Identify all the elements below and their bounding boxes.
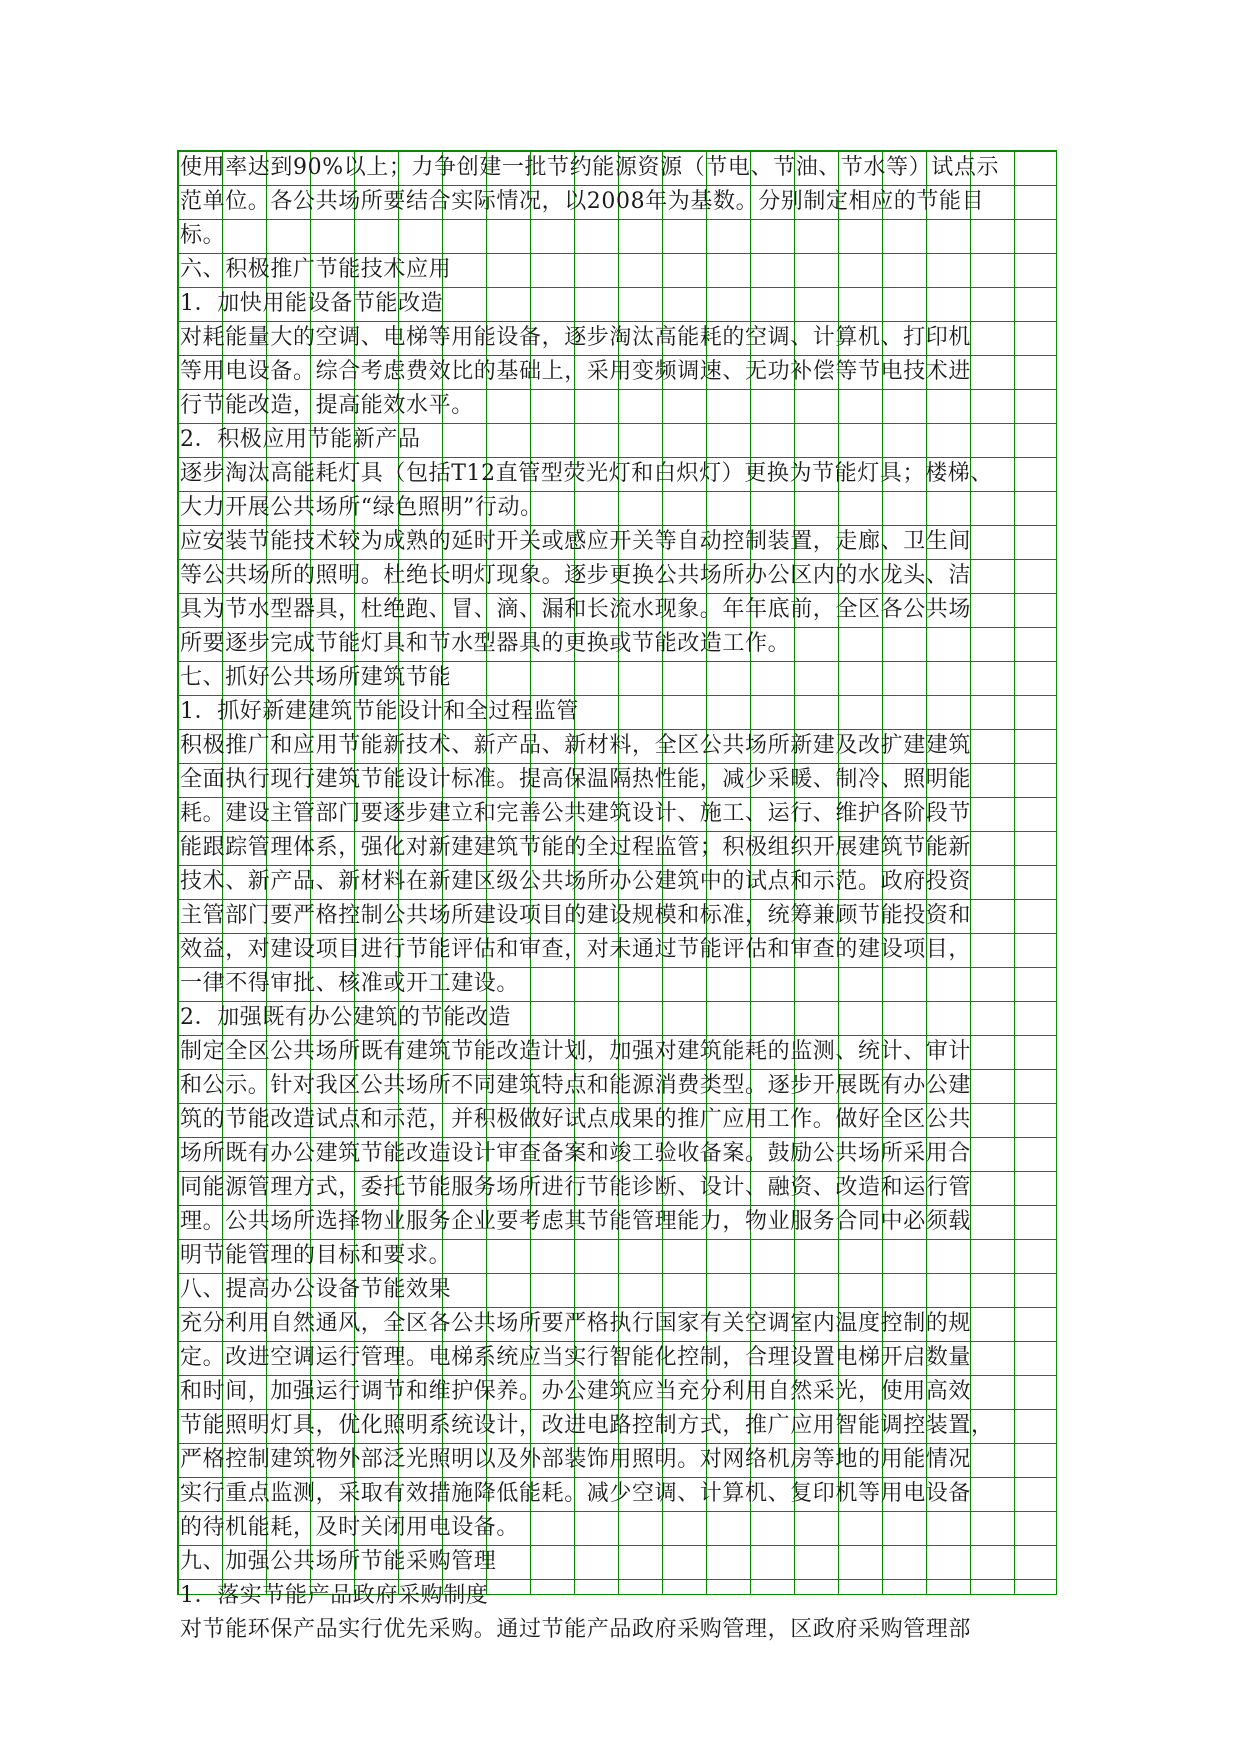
document-line: 九、加强公共场所节能采购管理: [180, 1549, 497, 1574]
document-line: 七、抓好公共场所建筑节能: [180, 665, 452, 690]
document-line: 八、提高办公设备节能效果: [180, 1277, 452, 1302]
document-line: 和时间，加强运行调节和维护保养。办公建筑应当充分利用自然采光，使用高效: [180, 1379, 972, 1404]
document-line: 实行重点监测，采取有效措施降低能耗。减少空调、计算机、复印机等用电设备: [180, 1481, 972, 1506]
document-line: 效益，对建设项目进行节能评估和审查，对未通过节能评估和审查的建设项目，: [180, 937, 972, 962]
document-line: 应安装节能技术较为成熟的延时开关或感应开关等自动控制装置，走廊、卫生间: [180, 529, 972, 554]
document-line: 充分利用自然通风，全区各公共场所要严格执行国家有关空调室内温度控制的规: [180, 1311, 972, 1336]
document-line: 筑的节能改造试点和示范，并积极做好试点成果的推广应用工作。做好全区公共: [180, 1107, 972, 1132]
document-line: 2．加强既有办公建筑的节能改造: [180, 1005, 511, 1030]
document-line: 对耗能量大的空调、电梯等用能设备，逐步淘汰高能耗的空调、计算机、打印机: [180, 325, 972, 350]
document-line: 使用率达到90%以上；力争创建一批节约能源资源（节电、节油、节水等）试点示: [180, 155, 1000, 180]
document-line: 1．抓好新建建筑节能设计和全过程监管: [180, 699, 579, 724]
document-line: 等用电设备。综合考虑费效比的基础上，采用变频调速、无功补偿等节电技术进: [180, 359, 972, 384]
document-line: 严格控制建筑物外部泛光照明以及外部装饰用照明。对网络机房等地的用能情况: [180, 1447, 972, 1472]
document-line: 节能照明灯具，优化照明系统设计，改进电路控制方式，推广应用智能调控装置，: [180, 1413, 994, 1438]
document-line: 的待机能耗，及时关闭用电设备。: [180, 1515, 520, 1540]
document-line: 技术、新产品、新材料在新建区级公共场所办公建筑中的试点和示范。政府投资: [180, 869, 972, 894]
document-line: 同能源管理方式，委托节能服务场所进行节能诊断、设计、融资、改造和运行管: [180, 1175, 972, 1200]
document-line: 定。改进空调运行管理。电梯系统应当实行智能化控制，合理设置电梯开启数量: [180, 1345, 972, 1370]
document-line: 1．加快用能设备节能改造: [180, 291, 444, 316]
document-line: 一律不得审批、核准或开工建设。: [180, 971, 520, 996]
document-line: 对节能环保产品实行优先采购。通过节能产品政府采购管理，区政府采购管理部: [180, 1617, 972, 1642]
document-line: 行节能改造，提高能效水平。: [180, 393, 474, 418]
document-line: 逐步淘汰高能耗灯具（包括T12直管型荧光灯和白炽灯）更换为节能灯具；楼梯、: [180, 461, 993, 486]
document-line: 耗。建设主管部门要逐步建立和完善公共建筑设计、施工、运行、维护各阶段节: [180, 801, 972, 826]
document-text: [178, 151, 1058, 1647]
document-line: 场所既有办公建筑节能改造设计审查备案和竣工验收备案。鼓励公共场所采用合: [180, 1141, 972, 1166]
document-line: 所要逐步完成节能灯具和节水型器具的更换或节能改造工作。: [180, 631, 791, 656]
document-line: 标。: [180, 223, 226, 248]
document-line: 能跟踪管理体系，强化对新建建筑节能的全过程监管；积极组织开展建筑节能新: [180, 835, 972, 860]
document-line: 全面执行现行建筑节能设计标准。提高保温隔热性能，减少采暖、制冷、照明能: [180, 767, 972, 792]
document-line: 和公示。针对我区公共场所不同建筑特点和能源消费类型。逐步开展既有办公建: [180, 1073, 972, 1098]
document-line: 等公共场所的照明。杜绝长明灯现象。逐步更换公共场所办公区内的水龙头、洁: [180, 563, 972, 588]
document-line: 具为节水型器具，杜绝跑、冒、滴、漏和长流水现象。年年底前，全区各公共场: [180, 597, 972, 622]
document-page: [177, 150, 1057, 1642]
document-line: 积极推广和应用节能新技术、新产品、新材料，全区公共场所新建及改扩建建筑: [180, 733, 972, 758]
document-line: 理。公共场所选择物业服务企业要考虑其节能管理能力，物业服务合同中必须载: [180, 1209, 972, 1234]
document-line: 明节能管理的目标和要求。: [180, 1243, 452, 1268]
document-line: 2．积极应用节能新产品: [180, 427, 421, 452]
document-line: 制定全区公共场所既有建筑节能改造计划，加强对建筑能耗的监测、统计、审计: [180, 1039, 972, 1064]
document-line: 主管部门要严格控制公共场所建设项目的建设规模和标准，统筹兼顾节能投资和: [180, 903, 972, 928]
document-line: 大力开展公共场所“绿色照明”行动。: [180, 495, 543, 520]
document-line: 范单位。各公共场所要结合实际情况，以2008年为基数。分别制定相应的节能目: [180, 189, 985, 214]
document-line: 六、积极推广节能技术应用: [180, 257, 452, 282]
document-line: 1．落实节能产品政府采购制度: [180, 1583, 489, 1608]
